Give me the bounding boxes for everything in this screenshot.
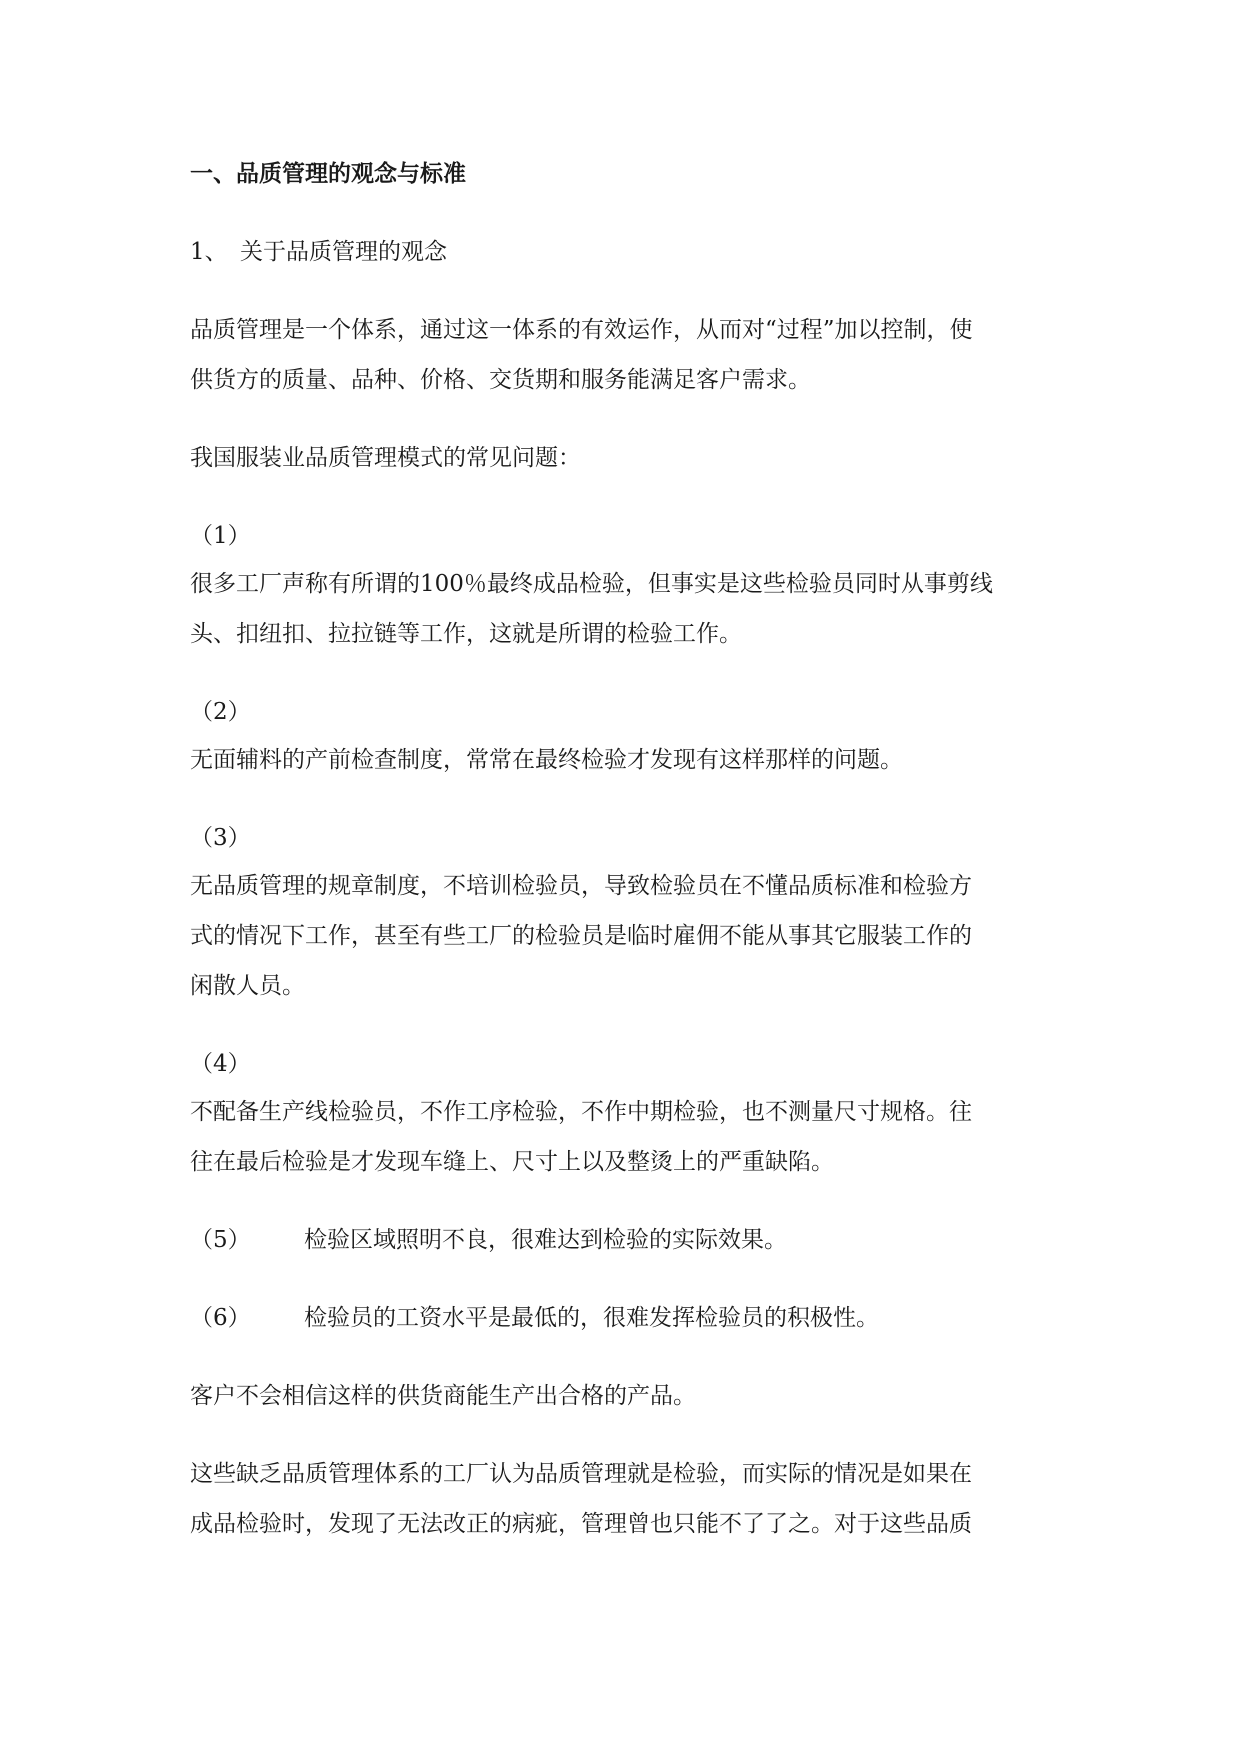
- item-text-line: 无面辅料的产前检查制度，常常在最终检验才发现有这样那样的问题。: [190, 747, 903, 773]
- item-text-line: 很多工厂声称有所谓的100％最终成品检验，但事实是这些检验员同时从事剪线: [190, 571, 993, 597]
- closing-line: 成品检验时，发现了无法改正的病疵，管理曾也只能不了了之。对于这些品质: [190, 1511, 972, 1537]
- intro-line: 品质管理是一个体系，通过这一体系的有效运作，从而对“过程”加以控制，使: [190, 317, 973, 343]
- intro-line: 供货方的质量、品种、价格、交货期和服务能满足客户需求。: [190, 367, 811, 393]
- item-text-line: 式的情况下工作，甚至有些工厂的检验员是临时雇佣不能从事其它服装工作的: [190, 923, 972, 949]
- item-text-line: 往在最后检验是才发现车缝上、尺寸上以及整烫上的严重缺陷。: [190, 1149, 834, 1175]
- item-text-line: 检验区域照明不良，很难达到检验的实际效果。: [304, 1227, 787, 1253]
- item-label: （1）: [190, 523, 251, 549]
- problems-intro: 我国服装业品质管理模式的常见问题：: [190, 445, 581, 471]
- item-text-line: 闲散人员。: [190, 973, 305, 999]
- item-text-line: 不配备生产线检验员，不作工序检验，不作中期检验，也不测量尺寸规格。往: [190, 1099, 972, 1125]
- item-label: （6）: [190, 1305, 251, 1331]
- item-label: （3）: [190, 825, 251, 851]
- item-label: （5）: [190, 1227, 251, 1253]
- item-label: （2）: [190, 699, 251, 725]
- subsection-number: 1、: [190, 239, 228, 265]
- closing-line: 这些缺乏品质管理体系的工厂认为品质管理就是检验，而实际的情况是如果在: [190, 1461, 972, 1487]
- item-text-line: 无品质管理的规章制度，不培训检验员，导致检验员在不懂品质标准和检验方: [190, 873, 972, 899]
- item-label: （4）: [190, 1051, 251, 1077]
- conclusion-text: 客户不会相信这样的供货商能生产出合格的产品。: [190, 1383, 696, 1409]
- item-text-line: 检验员的工资水平是最低的，很难发挥检验员的积极性。: [304, 1305, 879, 1331]
- section-heading: 一、品质管理的观念与标准: [190, 161, 466, 187]
- item-text-line: 头、扣纽扣、拉拉链等工作，这就是所谓的检验工作。: [190, 621, 742, 647]
- subsection-title: 关于品质管理的观念: [240, 239, 447, 265]
